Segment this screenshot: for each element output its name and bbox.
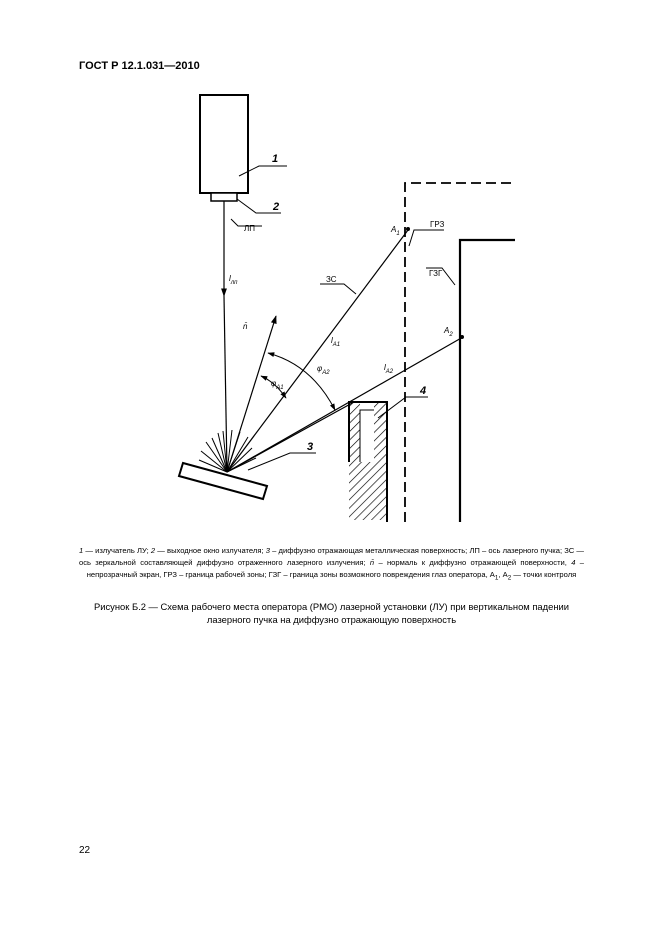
label-l-a2: $l_{A2}$ bbox=[384, 363, 394, 375]
label-a1: $A_1$ bbox=[391, 225, 400, 237]
scatter-burst bbox=[199, 430, 256, 472]
laser-emitter bbox=[200, 95, 248, 193]
label-lp: ЛП bbox=[244, 224, 255, 233]
label-normal: n̄ bbox=[243, 322, 248, 331]
output-window bbox=[211, 193, 237, 201]
figure-legend: 1 — излучатель ЛУ; 2 — выходное окно излучателя; 3 – диффузно отражающая металлическая поверхность; ЛП – ось лазерного пучка; ЗС — ось зеркальной составляющей диффузно отраженного лазерного излучения; n̄ – нормаль к диффузно отражающей поверхности, 4 – непрозрачный экран, ГРЗ – граница рабочей зоны; ГЗГ – граница зоны возможного повреждения глаз оператора, $А_1$, $А_2$ — точки контроля bbox=[79, 546, 584, 582]
work-zone-boundary bbox=[405, 183, 511, 522]
label-a2: $A_2$ bbox=[444, 326, 453, 338]
label-l-a1: $l_{A1}$ bbox=[331, 336, 341, 348]
label-phi-a1: $\varphi_{A1}$ bbox=[271, 379, 284, 391]
standard-header: ГОСТ Р 12.1.031—2010 bbox=[79, 60, 200, 72]
line-to-a2 bbox=[227, 337, 463, 472]
label-grz: ГРЗ bbox=[430, 220, 445, 229]
label-zs: ЗС bbox=[326, 275, 337, 284]
label-2: 2 bbox=[273, 201, 280, 213]
label-4: 4 bbox=[420, 385, 427, 397]
opaque-screen-body bbox=[360, 402, 374, 462]
angle-arc-a2 bbox=[268, 353, 335, 410]
label-l-lp: $l_{лп}$ bbox=[229, 274, 238, 286]
eye-damage-boundary bbox=[460, 240, 515, 522]
label-1: 1 bbox=[272, 153, 279, 165]
page-number: 22 bbox=[79, 845, 91, 856]
label-3: 3 bbox=[307, 441, 314, 453]
figure-caption: Рисунок Б.2 — Схема рабочего места оператора (РМО) лазерной установки (ЛУ) при вертикальном падении лазерного пучка на диффузно отражающую поверхность bbox=[94, 601, 569, 625]
leader-lines bbox=[231, 166, 455, 470]
label-gzg: ГЗГ bbox=[429, 269, 443, 278]
control-point-a2 bbox=[460, 335, 464, 339]
control-point-a1 bbox=[406, 227, 410, 231]
label-phi-a2: $\varphi_{A2}$ bbox=[317, 364, 330, 376]
